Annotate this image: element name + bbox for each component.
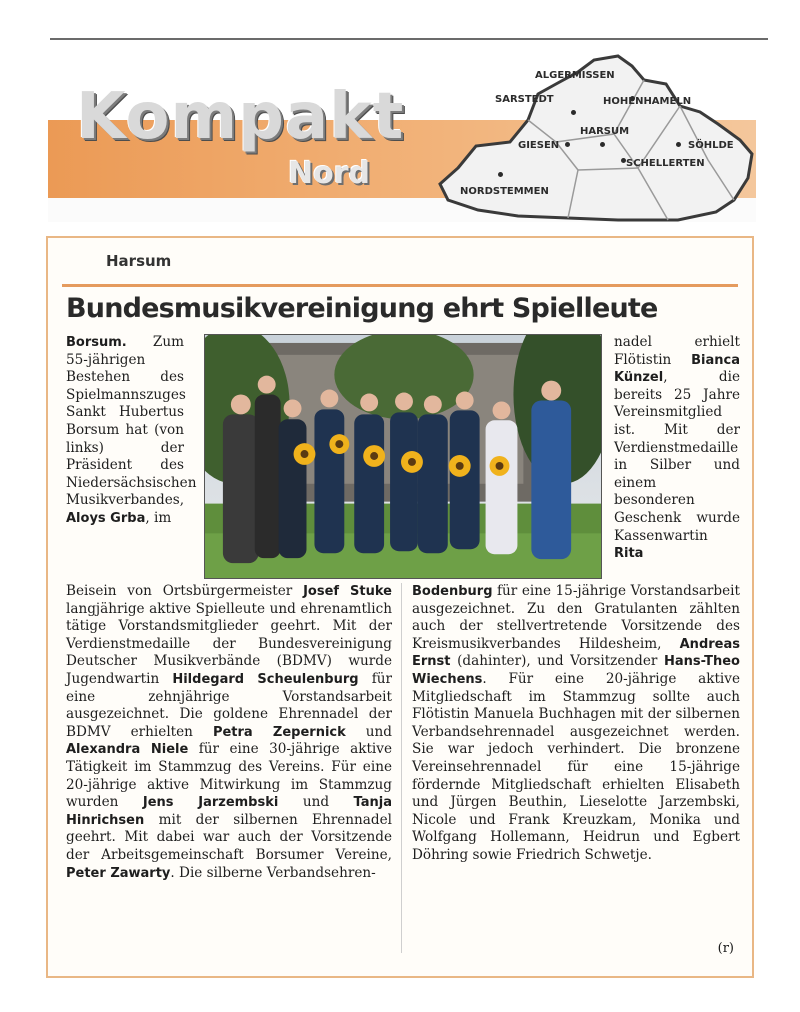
map-dot <box>565 142 570 147</box>
person-name: Alexandra Niele <box>66 742 189 758</box>
person-name: Petra Zepernick <box>212 724 346 740</box>
body-text: und <box>278 794 354 811</box>
body-text: . Für eine 20-jährige aktive Mitgliedschaft im Stammzug sollte auch Flötistin Manuela Buchhagen mit der silbernen Verbandsehrennadel ausgezeichnet werden. Sie war jedoch verhindert. Die bronzene Vereinsehrennadel für eine 15-jährige fördernde Mitgliedschaft erhielten Elisabeth und Jürgen Beuthin, Lieselotte Jarzembski, Nicole und Frank Kreuzkam, Monika und Wolfgang Hollemann, Heidrun und Egbert Döhring sowie Friedrich Schwetje. <box>412 670 740 863</box>
group-photo <box>204 334 602 579</box>
map-town-label: HARSUM <box>580 126 630 137</box>
map-dot <box>676 142 681 147</box>
article-frame <box>46 236 754 978</box>
map-town-label: NORDSTEMMEN <box>460 186 549 197</box>
person-name: Hildegard Scheulenburg <box>172 671 359 687</box>
dateline: Borsum. <box>66 335 127 350</box>
body-text: . Die silberne Verbandsehren- <box>170 864 376 881</box>
person-name: Bodenburg <box>412 584 493 599</box>
map-dot <box>571 110 576 115</box>
article-headline: Bundesmusikvereinigung ehrt Spielleute <box>66 293 658 324</box>
person-name: Jens Jarzembski <box>142 795 279 811</box>
map-dot <box>498 172 503 177</box>
article-kicker: Harsum <box>106 252 172 270</box>
body-text: Beisein von Ortsbürgermeister <box>66 583 304 599</box>
kicker-rule <box>62 284 738 287</box>
map-town-label: GIESEN <box>518 140 560 151</box>
column-divider <box>401 583 402 953</box>
author-signature: (r) <box>717 941 734 956</box>
body-text: , die bereits 25 Jahre Vereinsmitglied ist. Mit der Verdienstmedaille in Silber und einem besonderen Geschenk wurde Kassenwartin <box>614 369 740 544</box>
body-text: für eine 30-jährige aktive Tätigkeit im Stammzug des Vereins. Für eine 20-jährige aktive Mitwirkung im Stammzug wurden <box>66 741 392 811</box>
person-name: Rita <box>614 546 644 562</box>
body-text: mit der silbernen Ehrennadel geehrt. Mit dabei war auch der Vorsitzende der Arbeitsgemeinschaft Borsumer Vereine, <box>66 811 392 863</box>
article-column-bottom-left <box>66 583 392 882</box>
header-banner <box>48 50 756 225</box>
logo-kompakt: Kompakt <box>76 80 405 154</box>
body-text: (dahinter), und Vorsitzender <box>450 653 664 670</box>
body-text: für eine 15-jährige Vorstandsarbeit ausgezeichnet. Zu den Gratulanten zählten auch der stellvertretende Vorsitzende des Kreismusikverbandes Hildesheim, <box>412 583 740 652</box>
person-name: Hans-Theo Wiechens <box>412 654 740 687</box>
person-name: Peter Zawarty <box>66 865 171 881</box>
map-town-label: SCHELLERTEN <box>626 158 705 169</box>
article-column-left-top <box>66 334 197 528</box>
article-column-bottom-right <box>412 583 740 865</box>
body-text: , im <box>145 509 172 526</box>
map-dot <box>600 142 605 147</box>
map-town-label: SÖHLDE <box>688 140 734 151</box>
map-town-label: HOHENHAMELN <box>603 96 692 107</box>
body-text: und <box>345 723 392 740</box>
body-text: nadel erhielt Flötistin <box>614 334 740 368</box>
top-rule <box>50 38 768 40</box>
logo-nord: Nord <box>288 156 370 191</box>
person-name: Bianca Künzel <box>614 352 740 386</box>
article-column-right-top <box>614 334 740 563</box>
body-text: für eine zehnjährige Vorstandsarbeit ausgezeichnet. Die goldene Ehrennadel der BDMV erhielten <box>66 670 393 740</box>
person-name: Tanja Hinrichsen <box>66 795 392 828</box>
person-name: Andreas Ernst <box>412 636 740 670</box>
body-text: Zum 55-jährigen Bestehen des Spielmannszuges Sankt Hubertus Borsum hat (von links) der Präsident des Niedersächsischen Musikverbandes, <box>66 334 197 509</box>
map-town-label: ALGERMISSEN <box>535 70 615 81</box>
map-town-label: SARSTEDT <box>495 94 554 105</box>
person-name: Josef Stuke <box>303 584 392 599</box>
person-name: Aloys Grba <box>66 510 146 526</box>
body-text: langjährige aktive Spielleute und ehrenamtlich tätige Vorstandsmitglieder geehrt. Mit der Verdienstmedaille der Bundesvereinigung Deutscher Musikverbände (BDMV) wurde Jugendwartin <box>66 600 392 687</box>
